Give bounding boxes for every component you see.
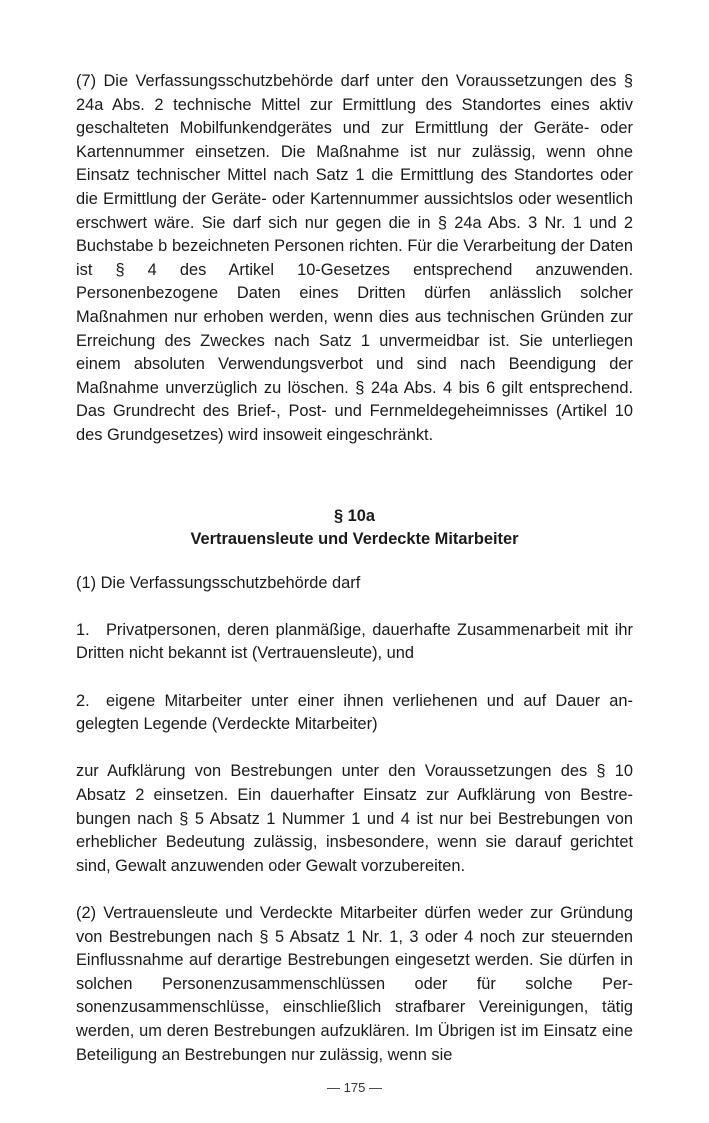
list-item-2 [76, 690, 633, 737]
section-number: § 10a [333, 506, 376, 525]
list-item-text: eigene Mitarbeiter unter einer ihnen verliehenen und auf Dauer angelegten Legende (Verdeckte Mitarbeiter) [76, 691, 633, 734]
list-item-number: 1. [76, 620, 90, 639]
paragraph-7: (7) Die Verfassungsschutzbehörde darf unter den Voraussetzungen des § 24a Abs. 2 technische Mittel zur Ermittlung des Standortes eines aktiv geschalteten Mobilfunkendgerätes und zur Ermittlung der Geräte- oder Kartennummer einsetzen. Die Maßnahme ist nur zulässig, wenn ohne Einsatz technischer Mittel nach Satz 1 die Ermittlung des Standortes oder die Ermittlung der Geräte- oder Kartennummer aussichtslos oder wesentlich erschwert wäre. Sie darf sich nur gegen die in § 24a Abs. 3 Nr. 1 und 2 Buchstabe b bezeichneten Personen richten. Für die Verarbeitung der Daten ist § 4 des Artikel 10-Gesetzes entsprechend anzuwenden. Personenbezogene Daten eines Dritten dürfen anlässlich solcher Maßnahmen nur erhoben werden, wenn dies aus technischen Gründen zur Erreichung des Zweckes nach Satz 1 unvermeidbar ist. Sie unterliegen einem absoluten Verwendungsverbot und sind nach Beendigung der Maßnahme unverzüglich zu löschen. § 24a Abs. 4 bis 6 gilt entsprechend. Das Grundrecht des Brief-, Post- und Fernmeldegeheimnisses (Artikel 10 des Grundgesetzes) wird insoweit eingeschränkt. [76, 72, 633, 444]
section-title: Vertrauensleute und Verdeckte Mitarbeiter [190, 530, 519, 549]
page-body [76, 70, 633, 1067]
page-number: — 175 — [327, 1080, 382, 1095]
list-item-1 [76, 619, 633, 666]
paragraph-1-continuation: zur Aufklärung von Bestrebungen unter den Voraussetzungen des § 10 Absatz 2 einsetzen. Ein dauerhafter Einsatz zur Aufklärung von Bestrebungen nach § 5 Absatz 1 Nummer 1 und 4 ist nur bei Bestrebungen von erheblicher Bedeutung zulässig, insbesondere, wenn sie darauf gerichtet sind, Gewalt anzuwenden oder Gewalt vorzubereiten. [76, 762, 633, 875]
list-item-number: 2. [76, 691, 90, 710]
paragraph-1-intro: (1) Die Verfassungsschutzbehörde darf [76, 573, 361, 592]
list-item-text: Privatpersonen, deren planmäßige, dauerhafte Zusammenarbeit mit ihr Dritten nicht bekannt ist (Vertrauensleute), und [76, 620, 633, 663]
paragraph-2: (2) Vertrauensleute und Verdeckte Mitarbeiter dürfen weder zur Gründung von Bestrebungen nach § 5 Absatz 1 Nr. 1, 3 oder 4 noch zur steuernden Einflussnahme auf derartige Bestrebungen eingesetzt werden. Sie dürfen in solchen Personenzusammenschlüssen oder für solche Personenzusammenschlüsse, einschließlich strafbarer Vereinigungen, tätig werden, um deren Bestrebungen aufzuklären. Im Übrigen ist im Einsatz eine Beteiligung an Bestrebungen nur zulässig, wenn sie [76, 904, 633, 1064]
